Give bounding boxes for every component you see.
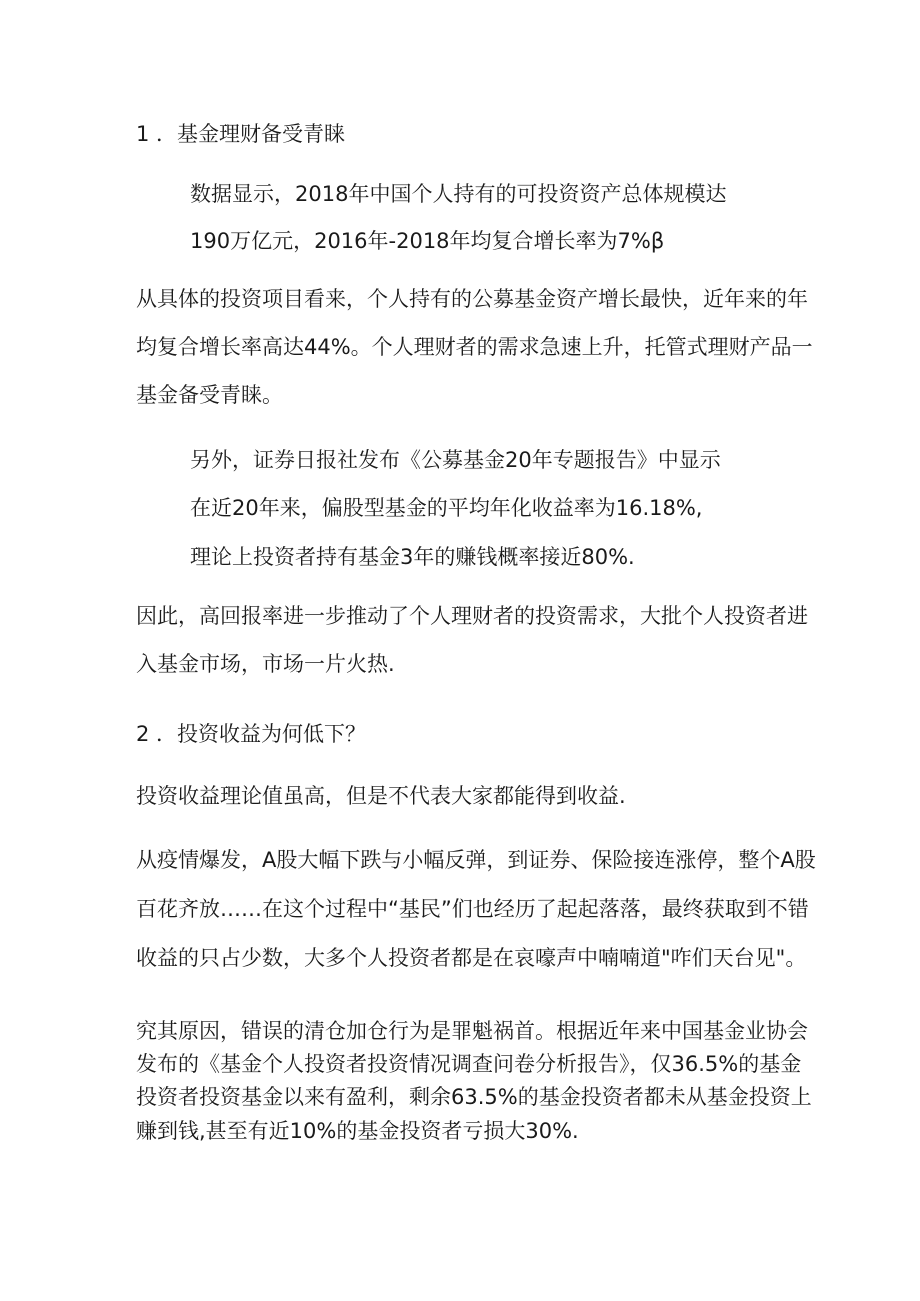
- paragraph-line: 究其原因，错误的清仓加仓行为是罪魁祸首。根据近年来中国基金业协会: [136, 1019, 808, 1043]
- section-2-heading: 2 ．投资收益为何低下？: [136, 722, 367, 746]
- paragraph-line: 从具体的投资项目看来，个人持有的公募基金资产增长最快，近年来的年: [136, 287, 808, 311]
- indented-line: 另外，证券日报社发布《公募基金20年专题报告》中显示: [190, 448, 721, 472]
- paragraph-line: 投资者投资基金以来有盈利，剩余63.5%的基金投资者都未从基金投资上: [136, 1085, 812, 1109]
- indented-line: 数据显示，2018年中国个人持有的可投资资产总体规模达: [190, 182, 727, 206]
- paragraph-line: 发布的《基金个人投资者投资情况调查问卷分析报告》，仅36.5%的基金: [136, 1052, 802, 1076]
- paragraph-line: 赚到钱,甚至有近10%的基金投资者亏损大30%.: [136, 1119, 579, 1143]
- paragraph-line: 百花齐放……在这个过程中“基民”们也经历了起起落落，最终获取到不错: [136, 897, 809, 921]
- section-1-heading: 1 ．基金理财备受青睐: [136, 122, 346, 146]
- paragraph-line: 入基金市场，市场一片火热.: [136, 652, 395, 676]
- indented-line: 在近20年来，偏股型基金的平均年化收益率为16.18%,: [190, 496, 703, 520]
- indented-line: 理论上投资者持有基金3年的赚钱概率接近80%.: [190, 545, 635, 569]
- paragraph-line: 基金备受青睐。: [136, 383, 283, 407]
- paragraph-line: 均复合增长率高达44%。个人理财者的需求急速上升，托管式理财产品一: [136, 335, 813, 359]
- indented-line: 190万亿元，2016年-2018年均复合增长率为7%β: [190, 229, 665, 253]
- paragraph-line: 投资收益理论值虽高，但是不代表大家都能得到收益.: [136, 784, 626, 808]
- paragraph-line: 收益的只占少数，大多个人投资者都是在哀嚎声中喃喃道"咋们天台见"。: [136, 946, 807, 970]
- paragraph-line: 因此，高回报率进一步推动了个人理财者的投资需求，大批个人投资者进: [136, 604, 808, 628]
- paragraph-line: 从疫情爆发，A股大幅下跌与小幅反弹，到证券、保险接连涨停，整个A股: [136, 848, 816, 872]
